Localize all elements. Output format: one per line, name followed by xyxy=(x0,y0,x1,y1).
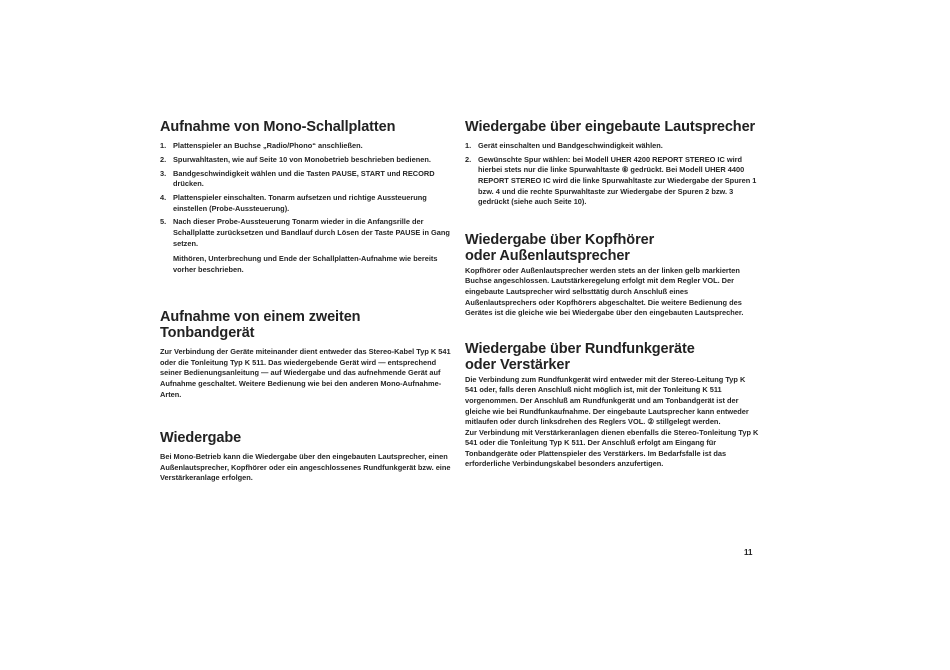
body-text: Die Verbindung zum Rundfunkgerät wird entweder mit der Stereo-Leitung Typ K 541 oder, falls deren Anschluß nicht möglich ist, mit der Tonleitung K 511 vorgenommen. Der Anschluß am Rundfunkgerät und am Tonbandgerät ist der gleiche wie bei Rundfunkaufnahme. Der eingebaute Lautsprecher kann entweder mitlaufen oder durch linksdrehen des Reglers VOL. ② stillgelegt werden. xyxy=(465,374,749,427)
list-item xyxy=(160,155,452,166)
step-text: Plattenspieler einschalten. Tonarm aufsetzen und richtige Aussteuerung einstellen (Probe-Aussteuerung). xyxy=(173,192,427,213)
step-number: 3. xyxy=(160,168,167,178)
step-text: Spurwahltasten, wie auf Seite 10 von Monobetrieb beschrieben bedienen. xyxy=(173,154,431,164)
note-text: Mithören, Unterbrechung und Ende der Schallplatten-Aufnahme wie bereits vorher beschrieben. xyxy=(173,254,438,274)
step-number: 2. xyxy=(160,154,167,164)
steps-list xyxy=(465,141,759,208)
page-number: 11 xyxy=(744,548,753,557)
list-item xyxy=(160,169,452,190)
steps-list xyxy=(160,141,452,249)
right-column xyxy=(465,119,759,470)
section-title: Wiedergabe xyxy=(160,430,242,447)
section-title-line: oder Außenlautsprecher xyxy=(465,247,630,264)
section-headphones xyxy=(465,232,759,319)
body-text: Kopfhörer oder Außenlautsprecher werden stets an der linken gelb markierten Buchse angeschlossen. Lautstärkeregelung erfolgt mit dem Regler VOL. Der eingebaute Lautsprecher wird selbsttätig durch Anschluß eines Außenlautsprechers oder Kopfhörers abgeschaltet. Die weitere Bedienung des Gerätes ist die gleiche wie bei Wiedergabe über den eingebauten Lautsprecher. xyxy=(465,265,744,318)
step-text: Gerät einschalten und Bandgeschwindigkeit wählen. xyxy=(478,141,663,150)
body-text: Bei Mono-Betrieb kann die Wiedergabe über den eingebauten Lautsprecher, einen Außenlautsprecher, Kopfhörer oder ein angeschlossenes Rundfunkgerät bzw. eine Verstärkeranlage erfolgen. xyxy=(160,452,451,483)
left-column xyxy=(160,119,452,484)
step-number: 1. xyxy=(160,141,167,150)
section-second-tape-recorder xyxy=(160,309,452,400)
section-title-line: oder Verstärker xyxy=(465,356,570,373)
list-item xyxy=(465,141,759,152)
list-item xyxy=(160,141,452,152)
list-item xyxy=(160,217,452,249)
body-text: Zur Verbindung der Geräte miteinander dient entweder das Stereo-Kabel Typ K 541 oder die Tonleitung Typ K 511. Das wiedergebende Gerät wird — entsprechend seiner Bedienungsanleitung — auf Wiedergabe und das aufnehmende Gerät auf Aufnahme geschaltet. Weitere Bedienung wie bei den anderen Mono-Aufnahme-Arten. xyxy=(160,347,451,399)
step-number: 2. xyxy=(465,154,472,164)
section-title: Wiedergabe über eingebaute Lautsprecher xyxy=(465,119,756,135)
section-title xyxy=(465,341,759,373)
list-item xyxy=(160,193,452,214)
body-text: Zur Verbindung mit Verstärkeranlagen dienen ebenfalls die Stereo-Tonleitung Typ K 541 oder die Tonleitung Typ K 511. Der Anschluß erfolgt am Eingang für Tonbandgeräte oder Plattenspieler des Verstärkers. Im Bedarfsfalle ist das erforderliche Verbindungskabel besonders anzufertigen. xyxy=(465,427,759,469)
step-text: Gewünschte Spur wählen: bei Modell UHER 4200 REPORT STEREO IC wird hierbei stets nur die linke Spurwahltaste ⑥ gedrückt. Bei Modell UHER 4400 REPORT STEREO IC wird die linke Spurwahltaste zur Wiedergabe der Spuren 1 bzw. 4 und die rechte Spurwahltaste zur Wiedergabe der Spuren 2 bzw. 3 gedrückt (siehe auch Seite 10). xyxy=(478,154,757,207)
step-text: Bandgeschwindigkeit wählen und die Tasten PAUSE, START und RECORD drücken. xyxy=(173,168,435,189)
section-mono-records xyxy=(160,119,452,275)
section-radio-amplifiers xyxy=(465,341,759,470)
list-item xyxy=(465,155,759,208)
step-text: Nach dieser Probe-Aussteuerung Tonarm wieder in die Anfangsrille der Schallplatte zurücksetzen und Bandlauf durch Lösen der Taste PAUSE in Gang setzen. xyxy=(173,217,450,248)
section-title: Aufnahme von einem zweiten Tonbandgerät xyxy=(160,309,361,342)
step-number: 1. xyxy=(465,141,472,150)
step-number: 5. xyxy=(160,217,167,227)
section-title: Aufnahme von Mono-Schallplatten xyxy=(160,119,396,135)
step-number: 4. xyxy=(160,192,167,202)
section-title-line: Wiedergabe über Kopfhörer xyxy=(465,231,655,248)
section-playback xyxy=(160,430,452,484)
section-builtin-speakers xyxy=(465,119,759,208)
section-title-line: Wiedergabe über Rundfunkgeräte xyxy=(465,340,695,357)
step-text: Plattenspieler an Buchse „Radio/Phono“ anschließen. xyxy=(173,141,363,150)
section-title xyxy=(465,232,759,264)
